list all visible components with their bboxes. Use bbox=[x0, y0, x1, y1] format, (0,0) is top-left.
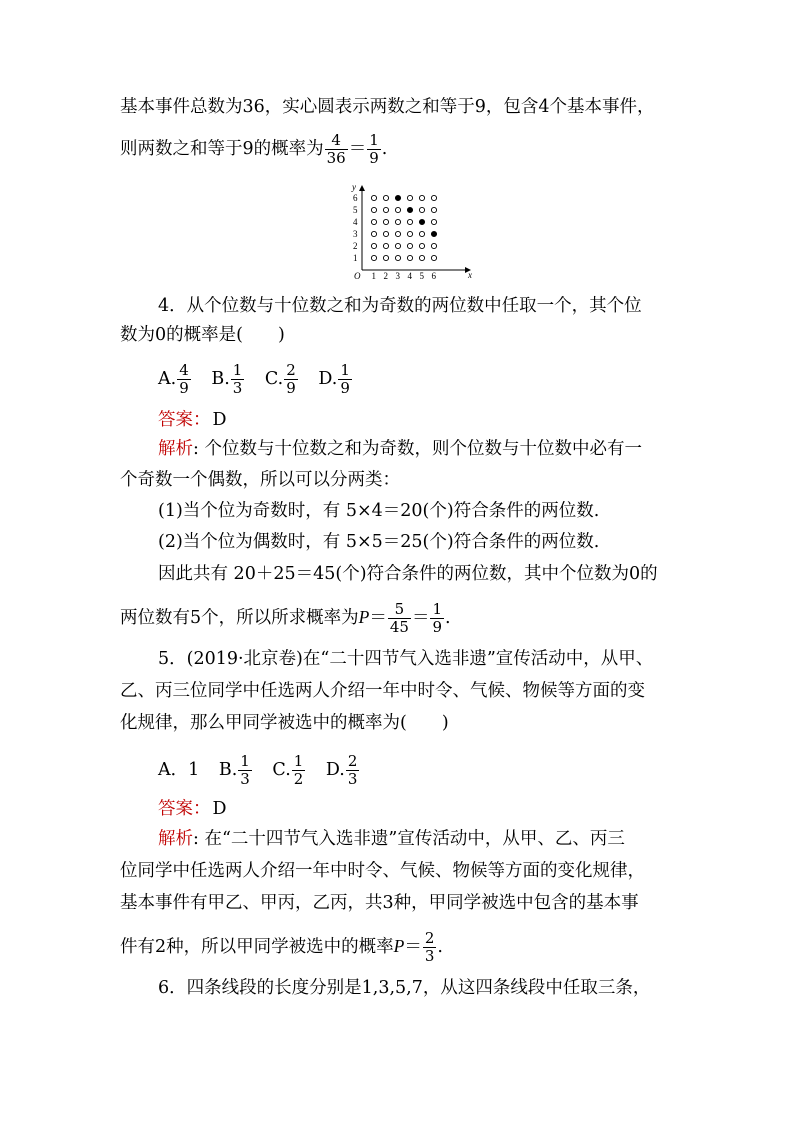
q5-analysis-line-2: 位同学中任选两人介绍一年中时令、气候、物候等方面的变化规律， bbox=[120, 861, 645, 881]
q4-option-b[interactable]: B. $\frac{1}{3}$ bbox=[211, 361, 243, 397]
answer-value: D bbox=[212, 410, 227, 430]
hollow-lattice-point bbox=[419, 243, 424, 248]
q4-option-d[interactable]: D. $\frac{1}{9}$ bbox=[318, 361, 350, 397]
hollow-lattice-point bbox=[431, 207, 436, 212]
period: . bbox=[381, 139, 388, 159]
q5-stem-line-2: 乙、丙三位同学中任选两人介绍一年中时令、气候、物候等方面的变 bbox=[120, 681, 645, 701]
equals-sign: ＝ bbox=[348, 139, 367, 159]
y-tick-label: 3 bbox=[353, 229, 358, 239]
x-tick-label: 4 bbox=[407, 271, 412, 281]
origin-label: O bbox=[354, 271, 361, 281]
hollow-lattice-point bbox=[419, 255, 424, 260]
filled-lattice-point bbox=[407, 207, 412, 212]
y-tick-label: 5 bbox=[353, 205, 358, 215]
hollow-lattice-point bbox=[407, 255, 412, 260]
prev-text-line-1: 基本事件总数为36，实心圆表示两数之和等于9，包含4个基本事件， bbox=[120, 97, 655, 117]
q5-option-b[interactable]: B. $\frac{1}{3}$ bbox=[218, 752, 250, 788]
q5-stem-line-1: 5．(2019·北京卷)在“二十四节气入选非遗”宣传活动中，从甲、 bbox=[158, 649, 654, 669]
hollow-lattice-point bbox=[383, 231, 388, 236]
hollow-lattice-point bbox=[395, 243, 400, 248]
q5-analysis-line-4: 件有2种，所以甲同学被选中的概率P＝ $\frac{2}{3}$ . bbox=[120, 929, 443, 965]
q5-analysis-line-1: 解析: 在“二十四节气入选非遗”宣传活动中，从甲、乙、丙三 bbox=[158, 829, 625, 849]
fraction-1-9: $\frac{1}{9}$ bbox=[432, 600, 442, 636]
prev-text-line-2 bbox=[120, 132, 387, 167]
x-tick-label: 5 bbox=[419, 271, 424, 281]
hollow-lattice-point bbox=[419, 231, 424, 236]
y-tick-label: 2 bbox=[353, 241, 358, 251]
hollow-lattice-point bbox=[431, 195, 436, 200]
q4-answer bbox=[158, 408, 227, 432]
answer-label: 答案： bbox=[158, 799, 211, 819]
hollow-lattice-point bbox=[383, 219, 388, 224]
q4-options bbox=[158, 362, 367, 397]
x-tick-label: 2 bbox=[383, 271, 388, 281]
q5-option-d[interactable]: D. $\frac{2}{3}$ bbox=[325, 752, 358, 788]
answer-label: 答案： bbox=[158, 410, 211, 430]
hollow-lattice-point bbox=[395, 207, 400, 212]
fraction-5-45: $\frac{5}{45}$ bbox=[389, 600, 409, 636]
q5-option-c[interactable]: C. $\frac{1}{2}$ bbox=[272, 752, 304, 788]
x-tick-label: 1 bbox=[371, 271, 376, 281]
hollow-lattice-point bbox=[431, 219, 436, 224]
q4-analysis-line-3: (1)当个位为奇数时，有 5×4＝20(个)符合条件的两位数. bbox=[158, 501, 600, 521]
hollow-lattice-point bbox=[407, 231, 412, 236]
answer-value: D bbox=[212, 799, 227, 819]
fraction-4-36: $\frac{4}{36}$ bbox=[326, 131, 346, 167]
q4-analysis-line-1: 解析: 个位数与十位数之和为奇数，则个位数与十位数中必有一 bbox=[158, 439, 642, 459]
y-tick-label: 6 bbox=[353, 193, 358, 203]
hollow-lattice-point bbox=[407, 243, 412, 248]
q4-option-c[interactable]: C. $\frac{2}{9}$ bbox=[264, 361, 296, 397]
hollow-lattice-point bbox=[383, 195, 388, 200]
q5-answer bbox=[158, 797, 227, 821]
y-axis-label: y bbox=[352, 182, 356, 192]
hollow-lattice-point bbox=[431, 243, 436, 248]
hollow-lattice-point bbox=[383, 207, 388, 212]
hollow-lattice-point bbox=[383, 255, 388, 260]
analysis-label: 解析 bbox=[158, 439, 193, 459]
hollow-lattice-point bbox=[419, 207, 424, 212]
q4-analysis-line-6: 两位数有5个，所以所求概率为P＝ $\frac{5}{45}$ ＝ $\frac{1}{9}$ . bbox=[120, 600, 451, 636]
hollow-lattice-point bbox=[395, 231, 400, 236]
filled-lattice-point bbox=[395, 195, 400, 200]
q5-analysis-line-3: 基本事件有甲乙、甲丙，乙丙，共3种，甲同学被选中包含的基本事 bbox=[120, 893, 639, 913]
q4-analysis-line-5: 因此共有 20＋25＝45(个)符合条件的两位数，其中个位数为0的 bbox=[158, 564, 658, 584]
q4-stem-line-2: 数为0的概率是( ) bbox=[120, 325, 285, 345]
hollow-lattice-point bbox=[371, 195, 376, 200]
y-tick-label: 1 bbox=[353, 253, 358, 263]
x-axis-label: x bbox=[468, 270, 472, 280]
q4-stem-line-1: 4．从个位数与十位数之和为奇数的两位数中任取一个，其个位 bbox=[158, 296, 642, 316]
q5-stem-line-3: 化规律，那么甲同学被选中的概率为( ) bbox=[120, 713, 449, 733]
hollow-lattice-point bbox=[407, 219, 412, 224]
q5-option-a[interactable]: A．1 bbox=[158, 760, 200, 780]
filled-lattice-point bbox=[431, 231, 436, 236]
q4-analysis-line-4: (2)当个位为偶数时，有 5×5＝25(个)符合条件的两位数. bbox=[158, 532, 600, 552]
hollow-lattice-point bbox=[371, 231, 376, 236]
x-tick-label: 6 bbox=[431, 271, 436, 281]
hollow-lattice-point bbox=[419, 195, 424, 200]
prev-text: 则两数之和等于9的概率为 bbox=[120, 139, 324, 159]
hollow-lattice-point bbox=[431, 255, 436, 260]
q4-option-a[interactable]: A. $\frac{4}{9}$ bbox=[158, 361, 189, 397]
y-tick-label: 4 bbox=[353, 217, 358, 227]
q6-stem-line-1: 6．四条线段的长度分别是1,3,5,7，从这四条线段中任取三条， bbox=[158, 978, 651, 998]
hollow-lattice-point bbox=[395, 219, 400, 224]
x-tick-label: 3 bbox=[395, 271, 400, 281]
point-lattice-figure bbox=[340, 180, 480, 282]
analysis-label: 解析 bbox=[158, 829, 193, 849]
filled-lattice-point bbox=[419, 219, 424, 224]
hollow-lattice-point bbox=[371, 219, 376, 224]
hollow-lattice-point bbox=[371, 255, 376, 260]
fraction-2-3: $\frac{2}{3}$ bbox=[424, 929, 435, 965]
q4-analysis-line-2: 个奇数一个偶数，所以可以分两类： bbox=[120, 470, 400, 490]
q5-options bbox=[158, 753, 374, 788]
hollow-lattice-point bbox=[383, 243, 388, 248]
hollow-lattice-point bbox=[395, 255, 400, 260]
hollow-lattice-point bbox=[371, 207, 376, 212]
hollow-lattice-point bbox=[371, 243, 376, 248]
fraction-1-9: $\frac{1}{9}$ bbox=[369, 131, 379, 167]
hollow-lattice-point bbox=[407, 195, 412, 200]
